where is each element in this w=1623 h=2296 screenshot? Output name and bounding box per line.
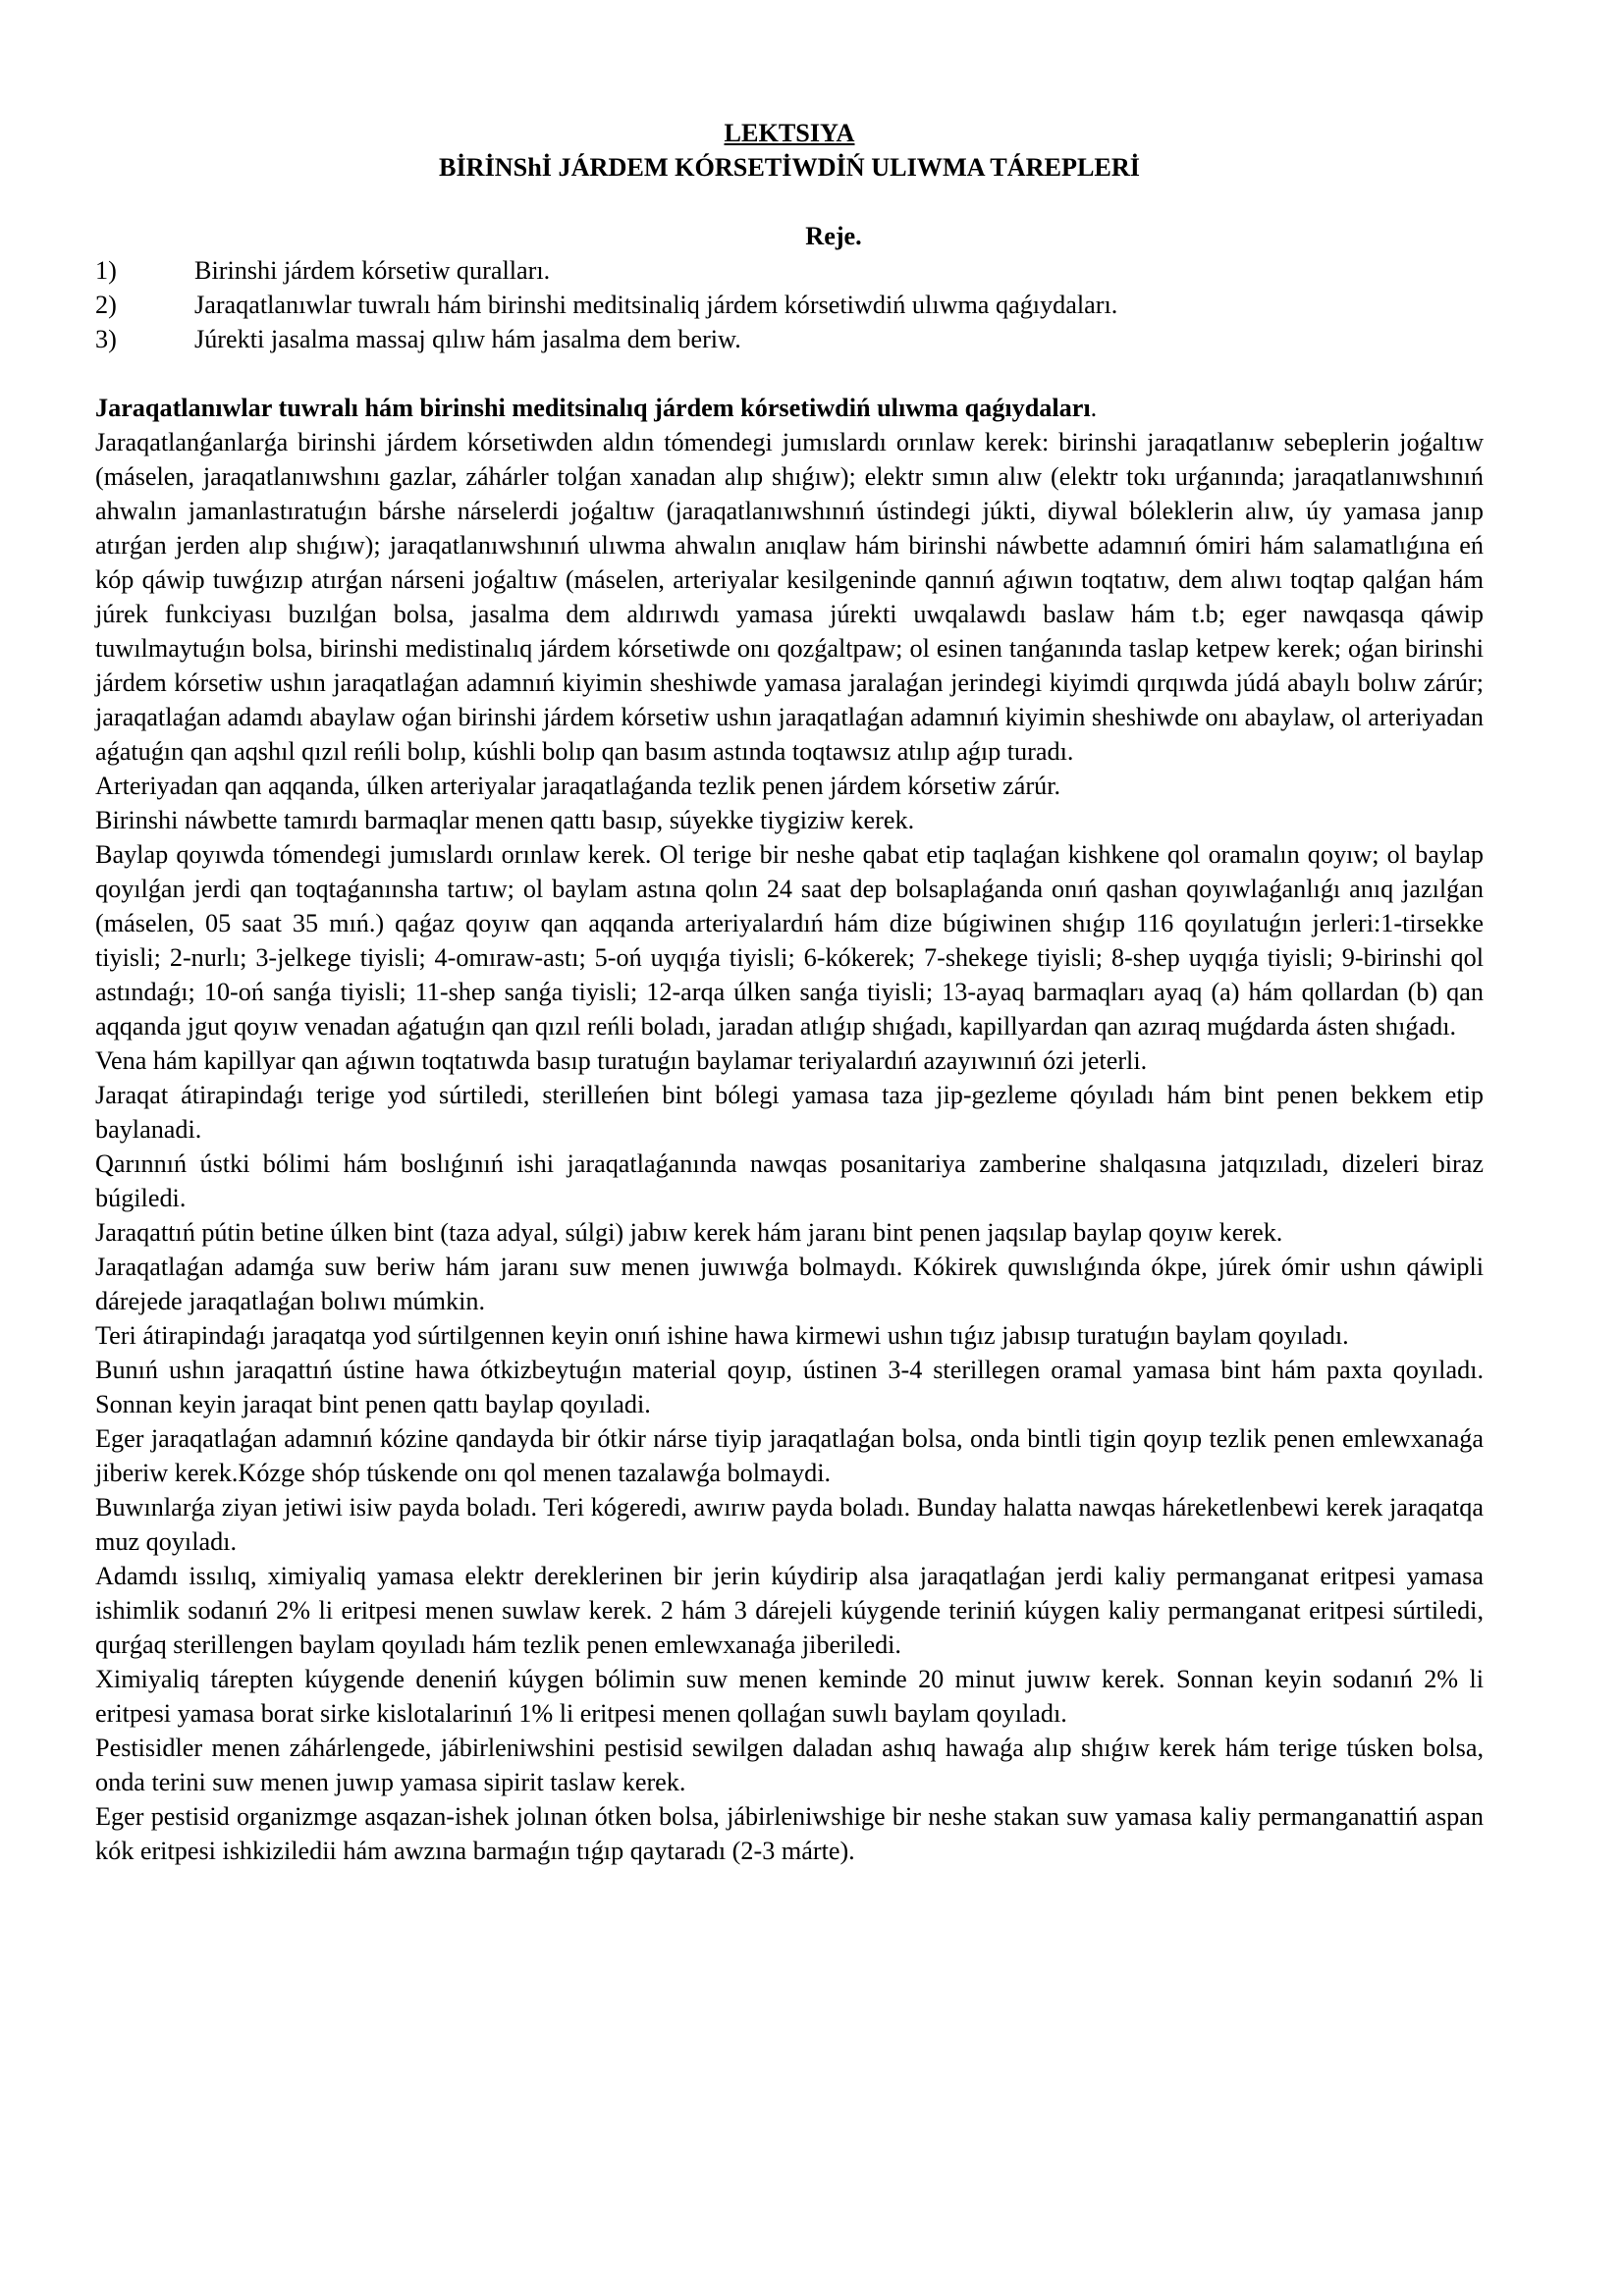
section-heading-period: . — [1090, 394, 1098, 422]
paragraph: Jaraqatlanǵanlarǵa birinshi járdem kórsetiwden aldın tómendegi jumıslardı orınlaw kerek: birinshi jaraqatlanıw sebeplerin joǵaltıw (máselen, jaraqatlanıwshını gazlar, záhárler tolǵan xanadan alıp shıǵıw); elektr sımın alıw (elektr tokı urǵanında; jaraqatlanıwshınıń ahwalın jamanlastıratuǵın bárshe nárselerdi joǵaltıw (jaraqatlanıwshınıń ústindegi júkti, diywal bóleklerin alıw, úy yamasa janıp atırǵan jerden alıp shıǵıw); jaraqatlanıwshınıń ulıwma ahwalın anıqlaw hám birinshi náwbette adamnıń ómiri hám salamatlıǵına eń kóp qáwip tuwǵızıp atırǵan nárseni joǵaltıw (máselen, arteriyalar kesilgeninde qannıń aǵıwın toqtatıw, dem alıwı toqtap qalǵan hám júrek funkciyası buzılǵan bolsa, jasalma dem aldırıwdı yamasa júrekti uwqalawdı baslaw hám t.b; eger nawqasqa qáwip tuwılmaytuǵın bolsa, birinshi medistinalıq járdem kórsetiwde onı qozǵaltpaw; ol esinen tanǵanında taslap ketpew kerek; oǵan birinshi járdem kórsetiw ushın jaraqatlaǵan adamnıń kiyimin sheshiwde yamasa jaralaǵan jerindegi kiyimdi qırqıwda júdá abaylı bolıw zárúr; jaraqatlaǵan adamdı abaylaw oǵan birinshi járdem kórsetiw ushın jaraqatlaǵan adamnıń kiyimin sheshiwde onı abaylaw, ol arteriyadan aǵatuǵın qan aqshıl qızıl reńli bolıp, kúshli bolıp qan basım astında toqtawsız atılıp aǵıp turadı. — [95, 428, 1484, 766]
plan-item — [95, 288, 1484, 322]
plan-item-number: 3) — [95, 325, 117, 353]
paragraph: Jaraqattıń pútin betine úlken bint (taza adyal, súlgi) jabıw kerek hám jaranı bint penen jaqsılap baylap qoyıw kerek. — [95, 1218, 1283, 1247]
paragraph: Baylap qoyıwda tómendegi jumıslardı orınlaw kerek. Ol terige bir neshe qabat etip taqlaǵan kishkene qol oramalın qoyıw; ol baylap qoyılǵan jerdi qan toqtaǵanınsha tartıw; ol baylam astına qolın 24 saat dep bolsaplaǵanda onıń qashan qoyıwlaǵanlıǵı anıq jazılǵan (máselen, 05 saat 35 mıń.) qaǵaz qoyıw qan aqqanda arteriyalardıń hám dize búgiwinen shıǵıp 116 qoyılatuǵın jerleri:1-tirsekke tiyisli; 2-nurlı; 3-jelkege tiyisli; 4-omıraw-astı; 5-oń uyqıǵa tiyisli; 6-kókerek; 7-shekege tiyisli; 8-shep uyqıǵa tiyisli; 9-birinshi qol astındaǵı; 10-oń sanǵa tiyisli; 11-shep sanǵa tiyisli; 12-arqa úlken sanǵa tiyisli; 13-ayaq barmaqları ayaq (a) hám qollardan (b) qan aqqanda jgut qoyıw venadan aǵatuǵın qan qızıl reńli boladı, jaradan atlıǵıp shıǵadı, kapillyardan qan azıraq muǵdarda ásten shıǵadı. — [95, 840, 1484, 1041]
paragraph: Adamdı issılıq, ximiyaliq yamasa elektr dereklerinen bir jerin kúydirip alsa jaraqatlaǵan jerdi kaliy permanganat eritpesi yamasa ishimlik sodanıń 2% li eritpesi menen suwlaw kerek. 2 hám 3 dárejeli kúygende teriniń kúygen kaliy permanganat eritpesi súrtiledi, qurǵaq sterillengen baylam qoyıladı hám tezlik penen emlewxanaǵa jiberiledi. — [95, 1562, 1484, 1659]
paragraph: Birinshi náwbette tamırdı barmaqlar menen qattı basıp, súyekke tiygiziw kerek. — [95, 806, 915, 834]
plan-item-text: Jaraqatlanıwlar tuwralı hám birinshi meditsinaliq járdem kórsetiwdiń ulıwma qaǵıydaları. — [194, 291, 1118, 319]
plan-item-text: Birinshi járdem kórsetiw quralları. — [194, 256, 551, 285]
paragraph: Pestisidler menen záhárlengede, jábirleniwshini pestisid sewilgen daladan ashıq hawaǵa alıp shıǵıw kerek hám terige túsken bolsa, onda terini suw menen juwıp yamasa sipirit taslaw kerek. — [95, 1734, 1484, 1796]
plan-item-number: 1) — [95, 256, 117, 285]
paragraph: Jaraqat átirapindaǵı terige yod súrtiledi, sterilleńen bint bólegi yamasa taza jip-gezleme qóyıladı hám bint penen bekkem etip baylanadi. — [95, 1081, 1484, 1144]
paragraph: Qarınnıń ústki bólimi hám boslıǵınıń ishi jaraqatlaǵanında nawqas posanitariya zamberine shalqasına jatqızıladı, dizeleri biraz búgiledi. — [95, 1149, 1484, 1212]
plan-heading: Reje. — [805, 222, 862, 250]
paragraph: Bunıń ushın jaraqattıń ústine hawa ótkizbeytuǵın material qoyıp, ústinen 3-4 sterillegen oramal yamasa bint hám paxta qoyıladı. Sonnan keyin jaraqat bint penen qattı baylap qoyıladi. — [95, 1356, 1484, 1418]
paragraph: Eger pestisid organizmge asqazan-ishek jolınan ótken bolsa, jábirleniwshige bir neshe stakan suw yamasa kaliy permanganattiń aspan kók eritpesi ishkizilediі hám awzına barmaǵın tıǵıp qaytaradı (2-3 márte). — [95, 1802, 1484, 1865]
paragraph: Ximiyaliq tárepten kúygende deneniń kúygen bólimin suw menen keminde 20 minut juwıw kerek. Sonnan keyin sodanıń 2% li eritpesi yamasa borat sirke kislotalarinıń 1% li eritpesi menen qollaǵan suwlı baylam qoyıladı. — [95, 1665, 1484, 1728]
paragraph: Vena hám kapillyar qan aǵıwın toqtatıwda basıp turatuǵın baylamar teriyalardıń azayıwınıń ózi jeterli. — [95, 1046, 1148, 1075]
paragraph: Eger jaraqatlaǵan adamnıń kózine qandayda bir ótkir nárse tiyip jaraqatlaǵan bolsa, onda bintli tigin qoyıp tezlik penen emlewxanaǵa jiberiw kerek.Kózge shóp túskende onı qol menen tazalawǵa bolmaydi. — [95, 1424, 1484, 1487]
plan-item-text: Júrekti jasalma massaj qılıw hám jasalma dem beriw. — [194, 325, 741, 353]
section-heading-text: Jaraqatlanıwlar tuwralı hám birinshi meditsinalıq járdem kórsetiwdiń ulıwma qaǵıydaları — [95, 394, 1091, 422]
paragraph: Buwınlarǵa ziyan jetiwi isiw payda boladı. Teri kógeredi, awırıw payda boladı. Bunday halatta nawqas háreketlenbewi kerek jaraqatqa muz qoyıladı. — [95, 1493, 1484, 1556]
document-title: LEKTSIYA — [724, 119, 855, 147]
section-heading — [95, 391, 1484, 425]
document-subtitle: BİRİNShİ JÁRDEM KÓRSETİWDİŃ ULIWMA TÁREPLERİ — [439, 153, 1140, 182]
paragraph: Teri átirapindaǵı jaraqatqa yod súrtilgennen keyin onıń ishine hawa kirmewi ushın tıǵız jabısıp turatuǵın baylam qoyıladı. — [95, 1321, 1349, 1350]
plan-item — [95, 253, 1484, 288]
paragraph: Arteriyadan qan aqqanda, úlken arteriyalar jaraqatlaǵanda tezlik penen járdem kórsetiw zárúr. — [95, 772, 1061, 800]
paragraph: Jaraqatlaǵan adamǵa suw beriw hám jaranı suw menen juwıwǵa bolmaydı. Kókirek quwıslıǵında ókpe, júrek ómir ushın qáwipli dárejede jaraqatlaǵan bolıwı múmkin. — [95, 1253, 1484, 1315]
plan-list — [95, 253, 1484, 356]
plan-item-number: 2) — [95, 291, 117, 319]
plan-item — [95, 322, 1484, 356]
